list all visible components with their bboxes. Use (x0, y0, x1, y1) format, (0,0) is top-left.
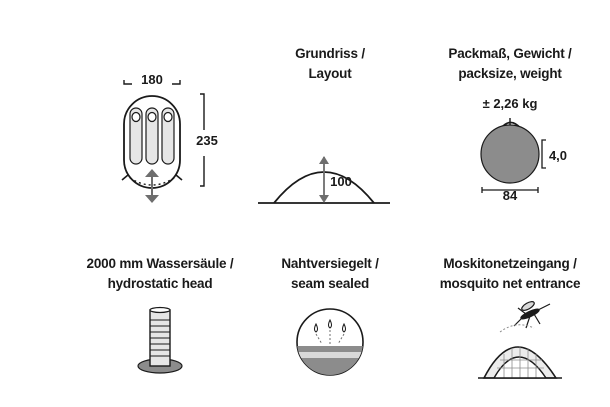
mosquito-label-1: Moskitonetzeingang / (443, 256, 577, 271)
packsize-section (420, 40, 600, 210)
packsize-label-2: packsize, weight (458, 66, 562, 81)
seam-label-1: Nahtversiegelt / (281, 256, 379, 271)
mosquito-label-2: mosquito net entrance (439, 276, 581, 291)
floorplan-label-1: Grundriss / (295, 46, 365, 61)
water-column-icon (130, 304, 190, 384)
length-value: 235 (196, 133, 218, 148)
packsize-label-1: Packmaß, Gewicht / (448, 46, 572, 61)
floorplan-dimensions-section (100, 70, 230, 210)
mosquito-net-icon (470, 298, 570, 388)
seam-sealed-icon (294, 306, 366, 378)
pack-height-value: 4,0 (548, 148, 568, 163)
tent-floorplan-icon (100, 70, 230, 210)
pack-diameter-value: 84 (502, 188, 518, 203)
floorplan-section (240, 40, 420, 210)
mosquito-section (420, 250, 600, 400)
weight-value: ± 2,26 kg (482, 96, 538, 111)
seam-section (240, 250, 420, 400)
water-label-1: 2000 mm Wassersäule / (86, 256, 234, 271)
packbag-icon (470, 116, 590, 208)
width-value: 180 (141, 72, 163, 87)
water-label-2: hydrostatic head (107, 276, 213, 291)
water-section (60, 250, 260, 400)
height-value: 100 (330, 174, 352, 189)
floorplan-label-2: Layout (308, 66, 352, 81)
seam-label-2: seam sealed (290, 276, 370, 291)
